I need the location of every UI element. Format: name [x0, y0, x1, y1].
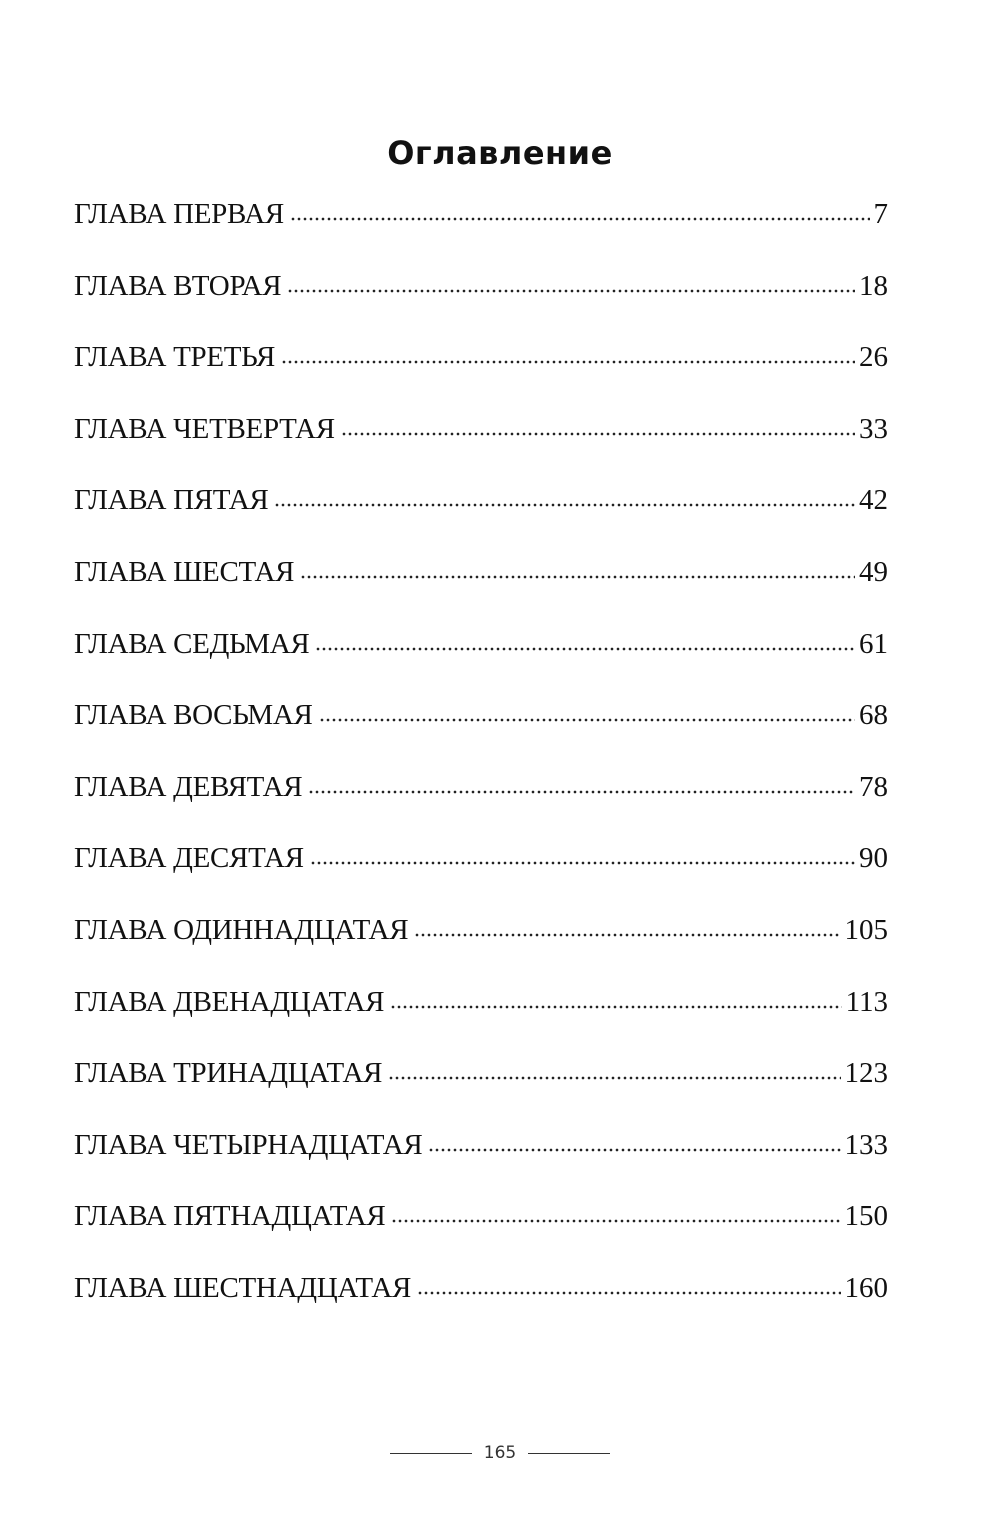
toc-dot-leader	[391, 1219, 840, 1223]
toc-entry	[74, 836, 888, 908]
toc-entry-page: 49	[859, 555, 888, 588]
toc-dot-leader	[341, 432, 855, 436]
toc-dot-leader	[414, 933, 840, 937]
toc-entry-label: ГЛАВА ЧЕТЫРНАДЦАТАЯ	[74, 1128, 423, 1161]
table-of-contents	[74, 192, 888, 1338]
toc-dot-leader	[390, 1005, 841, 1009]
toc-entry-label: ГЛАВА СЕДЬМАЯ	[74, 627, 310, 660]
toc-entry-label: ГЛАВА ПЯТНАДЦАТАЯ	[74, 1200, 386, 1233]
toc-entry-label: ГЛАВА ОДИННАДЦАТАЯ	[74, 913, 409, 946]
toc-entry	[74, 1194, 888, 1266]
toc-entry	[74, 980, 888, 1052]
toc-entry-label: ГЛАВА ДВЕНАДЦАТАЯ	[74, 985, 385, 1018]
toc-dot-leader	[287, 289, 855, 293]
toc-entry-label: ГЛАВА ДЕВЯТАЯ	[74, 770, 303, 803]
toc-entry-page: 113	[845, 985, 888, 1018]
toc-entry-page: 26	[859, 341, 888, 374]
toc-dot-leader	[281, 360, 855, 364]
toc-entry-page: 133	[844, 1128, 888, 1161]
toc-dot-leader	[290, 217, 870, 221]
footer-rule-left	[390, 1453, 472, 1454]
toc-entry-page: 160	[844, 1271, 888, 1304]
toc-entry-label: ГЛАВА ПЕРВАЯ	[74, 198, 284, 230]
toc-dot-leader	[310, 861, 855, 865]
page-number: 165	[483, 1443, 517, 1463]
toc-dot-leader	[308, 790, 855, 794]
toc-entry	[74, 264, 888, 336]
toc-entry	[74, 335, 888, 407]
toc-entry-page: 7	[873, 198, 888, 230]
toc-entry-label: ГЛАВА ЧЕТВЕРТАЯ	[74, 412, 335, 445]
page-footer	[0, 1438, 1000, 1468]
toc-entry	[74, 693, 888, 765]
toc-entry-label: ГЛАВА ТРИНАДЦАТАЯ	[74, 1057, 383, 1090]
toc-entry-label: ГЛАВА ПЯТАЯ	[74, 484, 269, 517]
toc-entry-page: 33	[859, 412, 888, 445]
toc-dot-leader	[274, 503, 855, 507]
toc-dot-leader	[428, 1148, 840, 1152]
toc-entry-page: 61	[859, 627, 888, 660]
toc-entry	[74, 407, 888, 479]
toc-entry-page: 150	[844, 1200, 888, 1233]
toc-dot-leader	[417, 1291, 840, 1295]
footer-rule-right	[528, 1453, 610, 1454]
toc-entry-label: ГЛАВА ДЕСЯТАЯ	[74, 842, 304, 875]
toc-entry	[74, 622, 888, 694]
toc-dot-leader	[300, 575, 855, 579]
toc-entry-page: 105	[844, 913, 888, 946]
toc-entry-page: 78	[859, 770, 888, 803]
toc-entry-page: 123	[844, 1057, 888, 1090]
toc-entry	[74, 192, 888, 264]
toc-entry-page: 18	[859, 269, 888, 302]
toc-dot-leader	[388, 1076, 840, 1080]
toc-entry-label: ГЛАВА ШЕСТАЯ	[74, 555, 295, 588]
toc-entry	[74, 1051, 888, 1123]
toc-entry	[74, 550, 888, 622]
toc-entry-label: ГЛАВА ВТОРАЯ	[74, 269, 282, 302]
page-title: Оглавление	[387, 134, 613, 173]
toc-entry-label: ГЛАВА ВОСЬМАЯ	[74, 699, 313, 732]
toc-entry	[74, 908, 888, 980]
toc-entry	[74, 765, 888, 837]
toc-entry	[74, 1266, 888, 1338]
toc-entry-page: 90	[859, 842, 888, 875]
toc-entry-page: 42	[859, 484, 888, 517]
toc-entry-label: ГЛАВА ТРЕТЬЯ	[74, 341, 276, 374]
toc-entry-label: ГЛАВА ШЕСТНАДЦАТАЯ	[74, 1271, 412, 1304]
toc-dot-leader	[319, 718, 855, 722]
toc-dot-leader	[315, 647, 855, 651]
toc-entry-page: 68	[859, 699, 888, 732]
toc-entry	[74, 478, 888, 550]
toc-entry	[74, 1123, 888, 1195]
